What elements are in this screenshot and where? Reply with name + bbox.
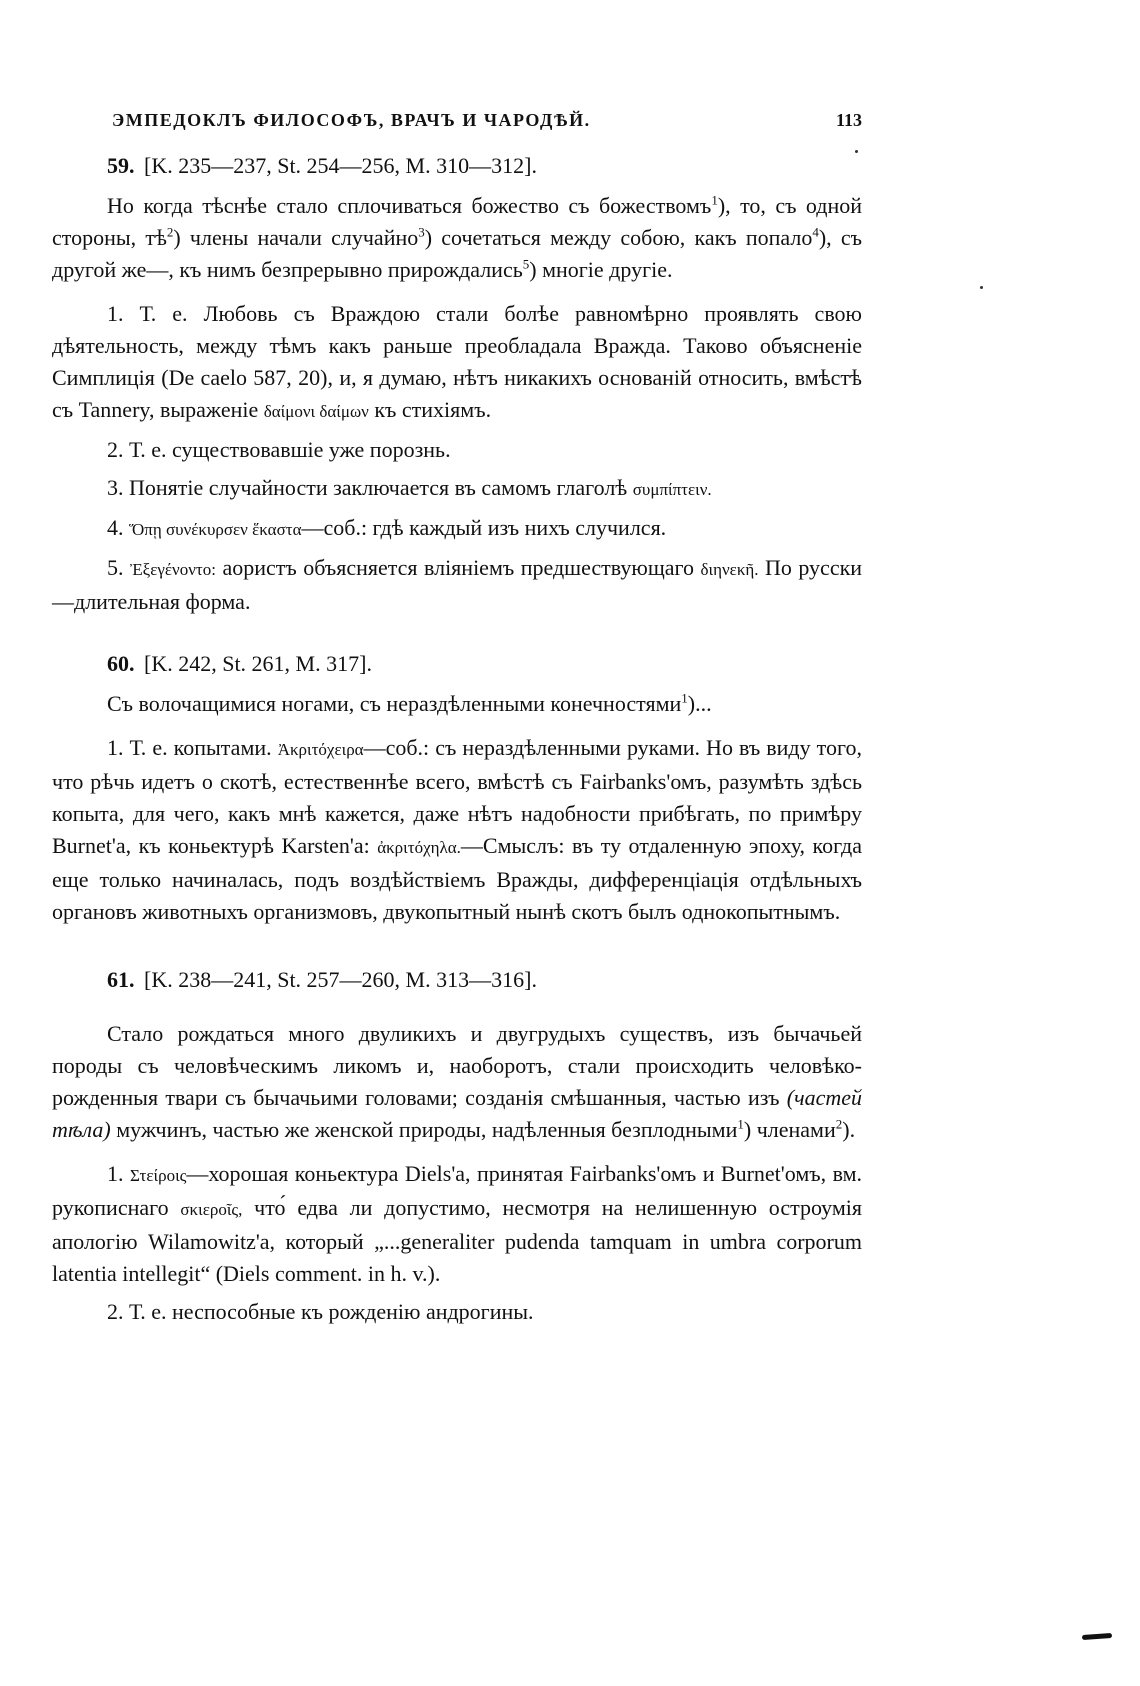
footnote-3: 3. Понятіе случайности заключается въ самомъ глаголѣ συμπίπτειν. [107, 475, 712, 500]
fragment-reference: [K. 242, St. 261, M. 317]. [144, 651, 372, 676]
fragment-heading [107, 150, 862, 182]
fragment-reference: [K. 235—237, St. 254—256, M. 310—312]. [144, 153, 537, 178]
fragment-61 [52, 964, 862, 1328]
scan-mark [1082, 1633, 1112, 1640]
footnote-2: 2. Т. е. существовавшіе уже порознь. [107, 437, 451, 462]
fragment-heading [107, 964, 862, 996]
fragment-60 [52, 648, 862, 928]
fragment-text: Но когда тѣснѣе стало сплочиваться божество съ божествомъ$^1$), то, съ одной стороны, $тѣ^2$) члены начали случайно$^3$) сочетаться между собою, какъ попало$^4$), съ другой же—, къ нимъ безпрерывно прирождались$^5$) многіе другіе. [52, 192, 863, 282]
running-title: ЭМПЕДОКЛЪ ФИЛОСОФЪ, ВРАЧЪ И ЧАРОДѢЙ. [112, 110, 591, 130]
book-page [52, 104, 862, 1334]
footnote-2: 2. Т. е. неспособные къ рожденію андрогины. [107, 1299, 534, 1324]
page-number: 113 [835, 110, 862, 130]
fragment-59 [52, 150, 862, 618]
fragment-reference: [K. 238—241, St. 257—260, M. 313—316]. [144, 967, 537, 992]
footnote-1: 1. Στείροις—хорошая коньектура Diels'a, принятая Fairbanks'омъ и Burnet'омъ, вм. рукописнаго σκιεροῖς, что́ едва ли допустимо, несмотря на нелишенную остроумія апологію Wilamowitz'a, который „...generaliter pudenda tamquam in umbra corporum latentia intellegit“ (Diels comment. in h. v.). [52, 1161, 863, 1286]
footnote-1: 1. Т. е. Любовь съ Враждою стали болѣе равномѣрно проявлять свою дѣятельность, между тѣмъ какъ раньше преобладала Вражда. Таково объясненіе Симплиція (De caelo 587, 20), и, я думаю, нѣтъ никакихъ основаній относить, вмѣстѣ съ Tannery, выраженіе δαίμονι δαίμων къ стихіямъ. [52, 301, 862, 422]
scan-speck [980, 286, 983, 289]
fragment-number: 59. [107, 153, 135, 178]
fragment-text: Съ волочащимися ногами, съ нераздѣленными конечностями$^1$)... [107, 690, 712, 716]
running-header [112, 104, 862, 144]
fragment-heading [107, 648, 862, 680]
footnote-1: 1. Т. е. копытами. Ἀκριτόχειρα—соб.: съ нераздѣленными руками. Но въ виду того, что рѣчь идетъ о скотѣ, естественнѣе всего, вмѣстѣ съ Fairbanks'омъ, разумѣть здѣсь копыта, для чего, какъ мнѣ кажется, даже нѣтъ надобности прибѣгать, по примѣру Burnet'a, къ коньектурѣ Karsten'a: ἀκριτόχηλα.—Смыслъ: въ ту отдаленную эпоху, когда еще только начиналась, подъ воздѣйствіемъ Вражды, дифференціація отдѣльныхъ органовъ животныхъ организмовъ, двукопытный нынѣ скотъ былъ однокопытнымъ. [52, 735, 862, 924]
fragment-number: 61. [107, 967, 135, 992]
fragment-number: 60. [107, 651, 135, 676]
fragment-text: Стало рождаться много двуликихъ и двугрудыхъ существъ, изъ бычачьей породы съ человѣческимъ ликомъ и, наоборотъ, стали происходить человѣко-рожденныя твари съ бычачьими головами; созданія смѣшанныя, частью изъ (частей тѣла) мужчинъ, частью же женской природы, надѣленныя безплодными$^1$) членами$^2$). [52, 1021, 862, 1142]
footnote-5: 5. Ἐξεγένοντο: аористъ объясняется вліяніемъ предшествующаго διηνεκῆ. По русски—длительная форма. [52, 555, 863, 614]
footnote-4: 4. Ὅπῃ συνέκυρσεν ἕκαστα—соб.: гдѣ каждый изъ нихъ случился. [107, 515, 667, 540]
scan-speck [855, 150, 858, 153]
